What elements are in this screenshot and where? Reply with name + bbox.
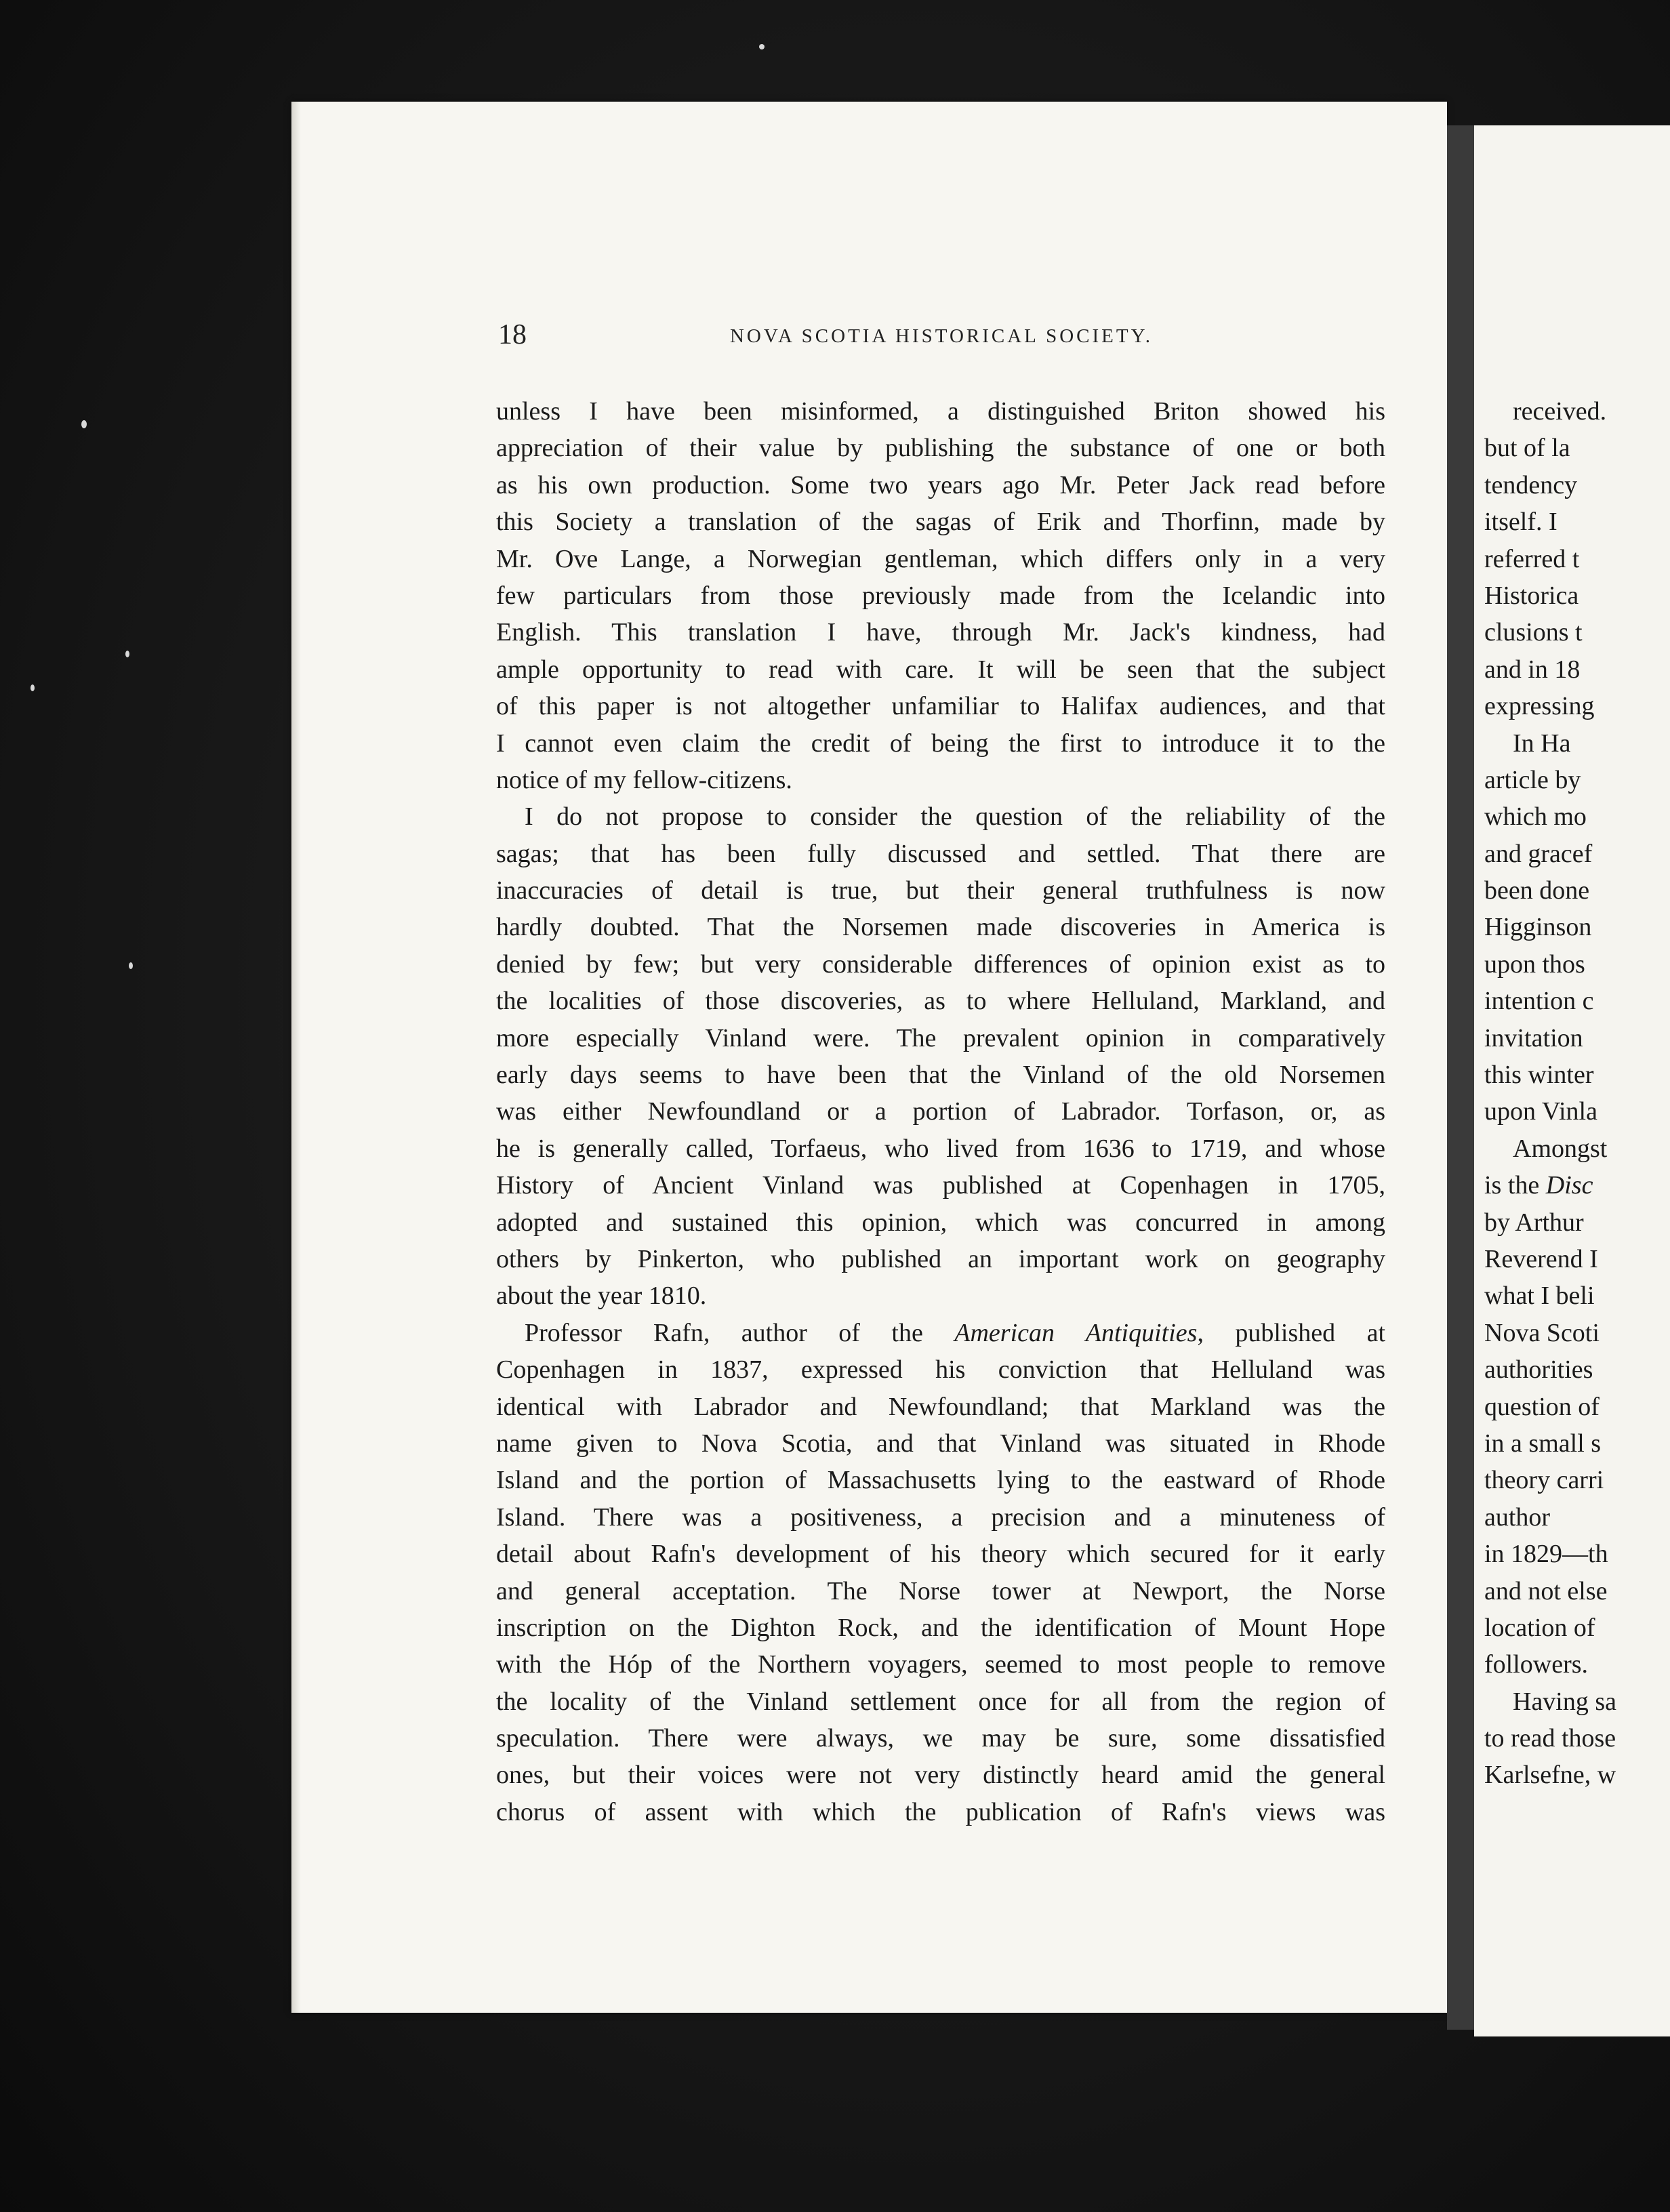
right-text-line: to read those: [1484, 1724, 1616, 1753]
text-line: ample opportunity to read with care. It will be seen that the subject: [496, 655, 1385, 684]
text-line: Island. There was a positiveness, a precision and a minuteness of: [496, 1502, 1385, 1532]
right-text-line: article by: [1484, 765, 1581, 794]
text-line: unless I have been misinformed, a distinguished Briton showed his: [496, 397, 1385, 426]
right-text-line: location of: [1484, 1613, 1595, 1642]
right-text-line: upon Vinla: [1484, 1097, 1597, 1126]
right-text-line: theory carri: [1484, 1466, 1604, 1495]
text-line: was either Newfoundland or a portion of Labrador. Torfason, or, as: [496, 1097, 1385, 1126]
text-line: with the Hóp of the Northern voyagers, seemed to most people to remove: [496, 1650, 1385, 1679]
right-text-line: Reverend I: [1484, 1244, 1598, 1273]
right-text-line: In Ha: [1513, 729, 1571, 758]
right-text-line: Nova Scoti: [1484, 1318, 1600, 1347]
text-line: of this paper is not altogether unfamiliar to Halifax audiences, and that: [496, 692, 1385, 721]
text-line: he is generally called, Torfaeus, who lived from 1636 to 1719, and whose: [496, 1134, 1385, 1163]
text-line: Copenhagen in 1837, expressed his conviction that Helluland was: [496, 1355, 1385, 1385]
right-text-line: Amongst: [1513, 1134, 1608, 1163]
text-line: as his own production. Some two years ago Mr. Peter Jack read before: [496, 470, 1385, 499]
right-text-line: upon thos: [1484, 949, 1585, 979]
book-gutter: [1447, 125, 1474, 2030]
text-line: I cannot even claim the credit of being the first to introduce it to the: [496, 729, 1385, 758]
right-text-line: author: [1484, 1502, 1551, 1532]
text-line: detail about Rafn's development of his theory which secured for it early: [496, 1540, 1385, 1569]
text-line: inscription on the Dighton Rock, and the identification of Mount Hope: [496, 1613, 1385, 1642]
right-text-line: received.: [1513, 397, 1607, 426]
text-line: speculation. There were always, we may be sure, some dissatisfied: [496, 1724, 1385, 1753]
right-text-line: and gracef: [1484, 839, 1593, 868]
right-text-line: Historica: [1484, 581, 1579, 610]
text-line: the localities of those discoveries, as to where Helluland, Markland, and: [496, 987, 1385, 1016]
text-line: I do not propose to consider the question of the reliability of the: [525, 802, 1385, 832]
right-text-line: expressing: [1484, 692, 1595, 721]
text-line: hardly doubted. That the Norsemen made discoveries in America is: [496, 913, 1385, 942]
running-title: NOVA SCOTIA HISTORICAL SOCIETY.: [729, 325, 1154, 347]
right-page-text: [1484, 393, 1670, 1794]
text-line: chorus of assent with which the publication of Rafn's views was: [496, 1797, 1385, 1826]
right-text-line: and in 18: [1484, 655, 1581, 684]
text-line: ones, but their voices were not very distinctly heard amid the general: [496, 1761, 1385, 1790]
dust-speck: [125, 651, 129, 657]
right-text-line: followers.: [1484, 1650, 1589, 1679]
text-line: inaccuracies of detail is true, but their general truthfulness is now: [496, 876, 1385, 905]
running-header: [498, 319, 1385, 352]
right-text-line: itself. I: [1484, 508, 1557, 537]
dust-speck: [759, 44, 765, 49]
text-line: sagas; that has been fully discussed and settled. That there are: [496, 839, 1385, 868]
right-text-line: authorities: [1484, 1355, 1593, 1385]
text-line: Professor Rafn, author of the American Antiquities, published at: [525, 1318, 1386, 1347]
right-text-line: invitation: [1484, 1023, 1583, 1052]
text-line: denied by few; but very considerable differences of opinion exist as to: [496, 949, 1385, 979]
right-text-line: Having sa: [1513, 1687, 1617, 1716]
text-line: more especially Vinland were. The prevalent opinion in comparatively: [496, 1023, 1385, 1052]
right-text-line: tendency: [1484, 470, 1578, 499]
right-text-line: what I beli: [1484, 1282, 1595, 1311]
right-text-line: referred t: [1484, 544, 1580, 573]
dust-speck: [30, 684, 35, 691]
page-number: 18: [498, 319, 527, 350]
text-line: identical with Labrador and Newfoundland; that Markland was the: [496, 1392, 1385, 1421]
text-line: notice of my fellow-citizens.: [496, 765, 792, 794]
right-text-line: in a small s: [1484, 1429, 1602, 1458]
text-line: the locality of the Vinland settlement once for all from the region of: [496, 1687, 1385, 1716]
text-line: Mr. Ove Lange, a Norwegian gentleman, which differs only in a very: [496, 544, 1385, 573]
right-text-line: which mo: [1484, 802, 1587, 832]
text-line: English. This translation I have, through Mr. Jack's kindness, had: [496, 618, 1385, 647]
right-text-line: clusions t: [1484, 618, 1583, 647]
text-line: History of Ancient Vinland was published at Copenhagen in 1705,: [496, 1171, 1385, 1200]
right-text-line: intention c: [1484, 987, 1594, 1016]
right-text-line: Higginson: [1484, 913, 1592, 942]
text-line: appreciation of their value by publishing the substance of one or both: [496, 434, 1385, 463]
right-text-line: and not else: [1484, 1576, 1608, 1605]
text-line: and general acceptation. The Norse tower at Newport, the Norse: [496, 1576, 1385, 1605]
dust-speck: [81, 420, 87, 428]
body-text: [496, 393, 1385, 1830]
right-text-line: question of: [1484, 1392, 1600, 1421]
italic-title: American Antiquities: [954, 1318, 1198, 1347]
right-text-line: but of la: [1484, 434, 1570, 463]
italic-title: Disc: [1545, 1171, 1593, 1200]
right-text-line: this winter: [1484, 1061, 1594, 1090]
right-text-line: Karlsefne, w: [1484, 1761, 1616, 1790]
text-line: about the year 1810.: [496, 1282, 707, 1311]
text-line: adopted and sustained this opinion, which was concurred in among: [496, 1208, 1385, 1237]
text-line: name given to Nova Scotia, and that Vinland was situated in Rhode: [496, 1429, 1385, 1458]
right-text-line: is the Disc: [1484, 1171, 1593, 1200]
text-line: early days seems to have been that the Vinland of the old Norsemen: [496, 1061, 1385, 1090]
dust-speck: [129, 962, 133, 969]
text-line: Island and the portion of Massachusetts lying to the eastward of Rhode: [496, 1466, 1385, 1495]
text-line: this Society a translation of the sagas of Erik and Thorfinn, made by: [496, 508, 1385, 537]
right-text-line: been done: [1484, 876, 1590, 905]
right-text-line: in 1829—th: [1484, 1540, 1608, 1569]
right-text-line: by Arthur: [1484, 1208, 1584, 1237]
text-line: others by Pinkerton, who published an important work on geography: [496, 1244, 1385, 1273]
text-line: few particulars from those previously made from the Icelandic into: [496, 581, 1385, 610]
